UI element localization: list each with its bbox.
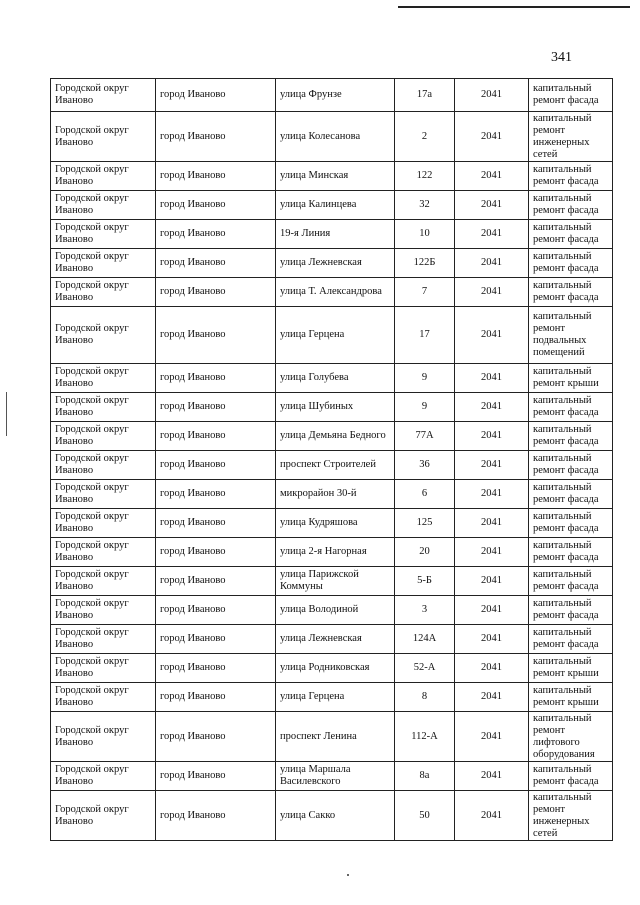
year-cell: 2041	[455, 307, 529, 364]
year-cell: 2041	[455, 538, 529, 567]
work-cell: капитальный ремонт фасада	[529, 480, 613, 509]
city-cell: город Иваново	[156, 393, 276, 422]
street-cell: улица Маршала Василевского	[276, 762, 395, 791]
house-cell: 6	[395, 480, 455, 509]
table-row	[51, 480, 613, 509]
table-row	[51, 451, 613, 480]
house-cell: 17	[395, 307, 455, 364]
table-row	[51, 79, 613, 112]
year-cell: 2041	[455, 162, 529, 191]
street-cell: улица Колесанова	[276, 112, 395, 162]
okrug-cell: Городской округ Иваново	[51, 307, 156, 364]
work-cell: капитальный ремонт фасада	[529, 451, 613, 480]
table-row	[51, 393, 613, 422]
okrug-cell: Городской округ Иваново	[51, 654, 156, 683]
work-cell: капитальный ремонт крыши	[529, 683, 613, 712]
table-row	[51, 683, 613, 712]
year-cell: 2041	[455, 712, 529, 762]
house-cell: 8а	[395, 762, 455, 791]
work-cell: капитальный ремонт фасада	[529, 79, 613, 112]
okrug-cell: Городской округ Иваново	[51, 79, 156, 112]
house-cell: 122	[395, 162, 455, 191]
table-row	[51, 567, 613, 596]
street-cell: улица Родниковская	[276, 654, 395, 683]
table-row	[51, 249, 613, 278]
work-cell: капитальный ремонт инженерных сетей	[529, 791, 613, 841]
year-cell: 2041	[455, 654, 529, 683]
okrug-cell: Городской округ Иваново	[51, 162, 156, 191]
work-cell: капитальный ремонт фасада	[529, 220, 613, 249]
okrug-cell: Городской округ Иваново	[51, 480, 156, 509]
work-cell: капитальный ремонт фасада	[529, 567, 613, 596]
city-cell: город Иваново	[156, 249, 276, 278]
work-cell: капитальный ремонт фасада	[529, 162, 613, 191]
work-cell: капитальный ремонт фасада	[529, 538, 613, 567]
city-cell: город Иваново	[156, 712, 276, 762]
street-cell: улица Герцена	[276, 307, 395, 364]
street-cell: проспект Ленина	[276, 712, 395, 762]
year-cell: 2041	[455, 596, 529, 625]
year-cell: 2041	[455, 249, 529, 278]
city-cell: город Иваново	[156, 112, 276, 162]
street-cell: улица Фрунзе	[276, 79, 395, 112]
year-cell: 2041	[455, 278, 529, 307]
street-cell: улица Лежневская	[276, 249, 395, 278]
page-number: 341	[551, 50, 572, 65]
work-cell: капитальный ремонт фасада	[529, 278, 613, 307]
city-cell: город Иваново	[156, 307, 276, 364]
year-cell: 2041	[455, 509, 529, 538]
street-cell: улица Демьяна Бедного	[276, 422, 395, 451]
year-cell: 2041	[455, 791, 529, 841]
year-cell: 2041	[455, 191, 529, 220]
okrug-cell: Городской округ Иваново	[51, 422, 156, 451]
work-cell: капитальный ремонт крыши	[529, 364, 613, 393]
okrug-cell: Городской округ Иваново	[51, 249, 156, 278]
year-cell: 2041	[455, 220, 529, 249]
house-cell: 124А	[395, 625, 455, 654]
house-cell: 9	[395, 393, 455, 422]
year-cell: 2041	[455, 364, 529, 393]
year-cell: 2041	[455, 112, 529, 162]
okrug-cell: Городской округ Иваново	[51, 509, 156, 538]
table-row	[51, 278, 613, 307]
registry-table-body	[51, 79, 613, 841]
table-row	[51, 112, 613, 162]
house-cell: 2	[395, 112, 455, 162]
street-cell: улица Шубиных	[276, 393, 395, 422]
table-row	[51, 712, 613, 762]
house-cell: 50	[395, 791, 455, 841]
margin-mark	[6, 392, 7, 436]
house-cell: 5-Б	[395, 567, 455, 596]
okrug-cell: Городской округ Иваново	[51, 762, 156, 791]
city-cell: город Иваново	[156, 162, 276, 191]
city-cell: город Иваново	[156, 625, 276, 654]
table-row	[51, 509, 613, 538]
work-cell: капитальный ремонт фасада	[529, 191, 613, 220]
okrug-cell: Городской округ Иваново	[51, 393, 156, 422]
okrug-cell: Городской округ Иваново	[51, 625, 156, 654]
house-cell: 10	[395, 220, 455, 249]
okrug-cell: Городской округ Иваново	[51, 791, 156, 841]
street-cell: улица Калинцева	[276, 191, 395, 220]
table-row	[51, 654, 613, 683]
work-cell: капитальный ремонт лифтового оборудования	[529, 712, 613, 762]
house-cell: 125	[395, 509, 455, 538]
city-cell: город Иваново	[156, 538, 276, 567]
street-cell: улица Кудряшова	[276, 509, 395, 538]
table-row	[51, 220, 613, 249]
city-cell: город Иваново	[156, 791, 276, 841]
city-cell: город Иваново	[156, 596, 276, 625]
city-cell: город Иваново	[156, 451, 276, 480]
scan-speck	[347, 874, 349, 876]
house-cell: 3	[395, 596, 455, 625]
okrug-cell: Городской округ Иваново	[51, 451, 156, 480]
house-cell: 9	[395, 364, 455, 393]
house-cell: 8	[395, 683, 455, 712]
city-cell: город Иваново	[156, 79, 276, 112]
top-rule	[398, 6, 630, 8]
year-cell: 2041	[455, 625, 529, 654]
work-cell: капитальный ремонт фасада	[529, 509, 613, 538]
table-row	[51, 596, 613, 625]
house-cell: 112-А	[395, 712, 455, 762]
house-cell: 122Б	[395, 249, 455, 278]
okrug-cell: Городской округ Иваново	[51, 364, 156, 393]
city-cell: город Иваново	[156, 762, 276, 791]
table-row	[51, 307, 613, 364]
registry-table	[50, 78, 613, 841]
city-cell: город Иваново	[156, 654, 276, 683]
work-cell: капитальный ремонт фасада	[529, 393, 613, 422]
year-cell: 2041	[455, 451, 529, 480]
table-row	[51, 162, 613, 191]
table-row	[51, 422, 613, 451]
table-row	[51, 625, 613, 654]
street-cell: улица Голубева	[276, 364, 395, 393]
house-cell: 32	[395, 191, 455, 220]
street-cell: улица Минская	[276, 162, 395, 191]
year-cell: 2041	[455, 683, 529, 712]
house-cell: 52-А	[395, 654, 455, 683]
city-cell: город Иваново	[156, 364, 276, 393]
table-row	[51, 191, 613, 220]
work-cell: капитальный ремонт подвальных помещений	[529, 307, 613, 364]
work-cell: капитальный ремонт инженерных сетей	[529, 112, 613, 162]
okrug-cell: Городской округ Иваново	[51, 596, 156, 625]
house-cell: 7	[395, 278, 455, 307]
year-cell: 2041	[455, 762, 529, 791]
street-cell: проспект Строителей	[276, 451, 395, 480]
city-cell: город Иваново	[156, 683, 276, 712]
work-cell: капитальный ремонт крыши	[529, 654, 613, 683]
city-cell: город Иваново	[156, 220, 276, 249]
work-cell: капитальный ремонт фасада	[529, 422, 613, 451]
street-cell: улица Лежневская	[276, 625, 395, 654]
city-cell: город Иваново	[156, 422, 276, 451]
okrug-cell: Городской округ Иваново	[51, 220, 156, 249]
work-cell: капитальный ремонт фасада	[529, 762, 613, 791]
street-cell: улица Сакко	[276, 791, 395, 841]
street-cell: микрорайон 30-й	[276, 480, 395, 509]
year-cell: 2041	[455, 393, 529, 422]
house-cell: 77А	[395, 422, 455, 451]
city-cell: город Иваново	[156, 509, 276, 538]
city-cell: город Иваново	[156, 480, 276, 509]
work-cell: капитальный ремонт фасада	[529, 625, 613, 654]
house-cell: 17а	[395, 79, 455, 112]
okrug-cell: Городской округ Иваново	[51, 683, 156, 712]
street-cell: улица 2-я Нагорная	[276, 538, 395, 567]
year-cell: 2041	[455, 79, 529, 112]
work-cell: капитальный ремонт фасада	[529, 249, 613, 278]
house-cell: 36	[395, 451, 455, 480]
okrug-cell: Городской округ Иваново	[51, 538, 156, 567]
street-cell: улица Парижской Коммуны	[276, 567, 395, 596]
city-cell: город Иваново	[156, 567, 276, 596]
table-row	[51, 762, 613, 791]
year-cell: 2041	[455, 422, 529, 451]
city-cell: город Иваново	[156, 278, 276, 307]
okrug-cell: Городской округ Иваново	[51, 712, 156, 762]
street-cell: 19-я Линия	[276, 220, 395, 249]
okrug-cell: Городской округ Иваново	[51, 191, 156, 220]
street-cell: улица Володиной	[276, 596, 395, 625]
year-cell: 2041	[455, 480, 529, 509]
table-row	[51, 364, 613, 393]
street-cell: улица Т. Александрова	[276, 278, 395, 307]
okrug-cell: Городской округ Иваново	[51, 278, 156, 307]
street-cell: улица Герцена	[276, 683, 395, 712]
okrug-cell: Городской округ Иваново	[51, 112, 156, 162]
table-row	[51, 538, 613, 567]
year-cell: 2041	[455, 567, 529, 596]
okrug-cell: Городской округ Иваново	[51, 567, 156, 596]
city-cell: город Иваново	[156, 191, 276, 220]
work-cell: капитальный ремонт фасада	[529, 596, 613, 625]
table-row	[51, 791, 613, 841]
house-cell: 20	[395, 538, 455, 567]
